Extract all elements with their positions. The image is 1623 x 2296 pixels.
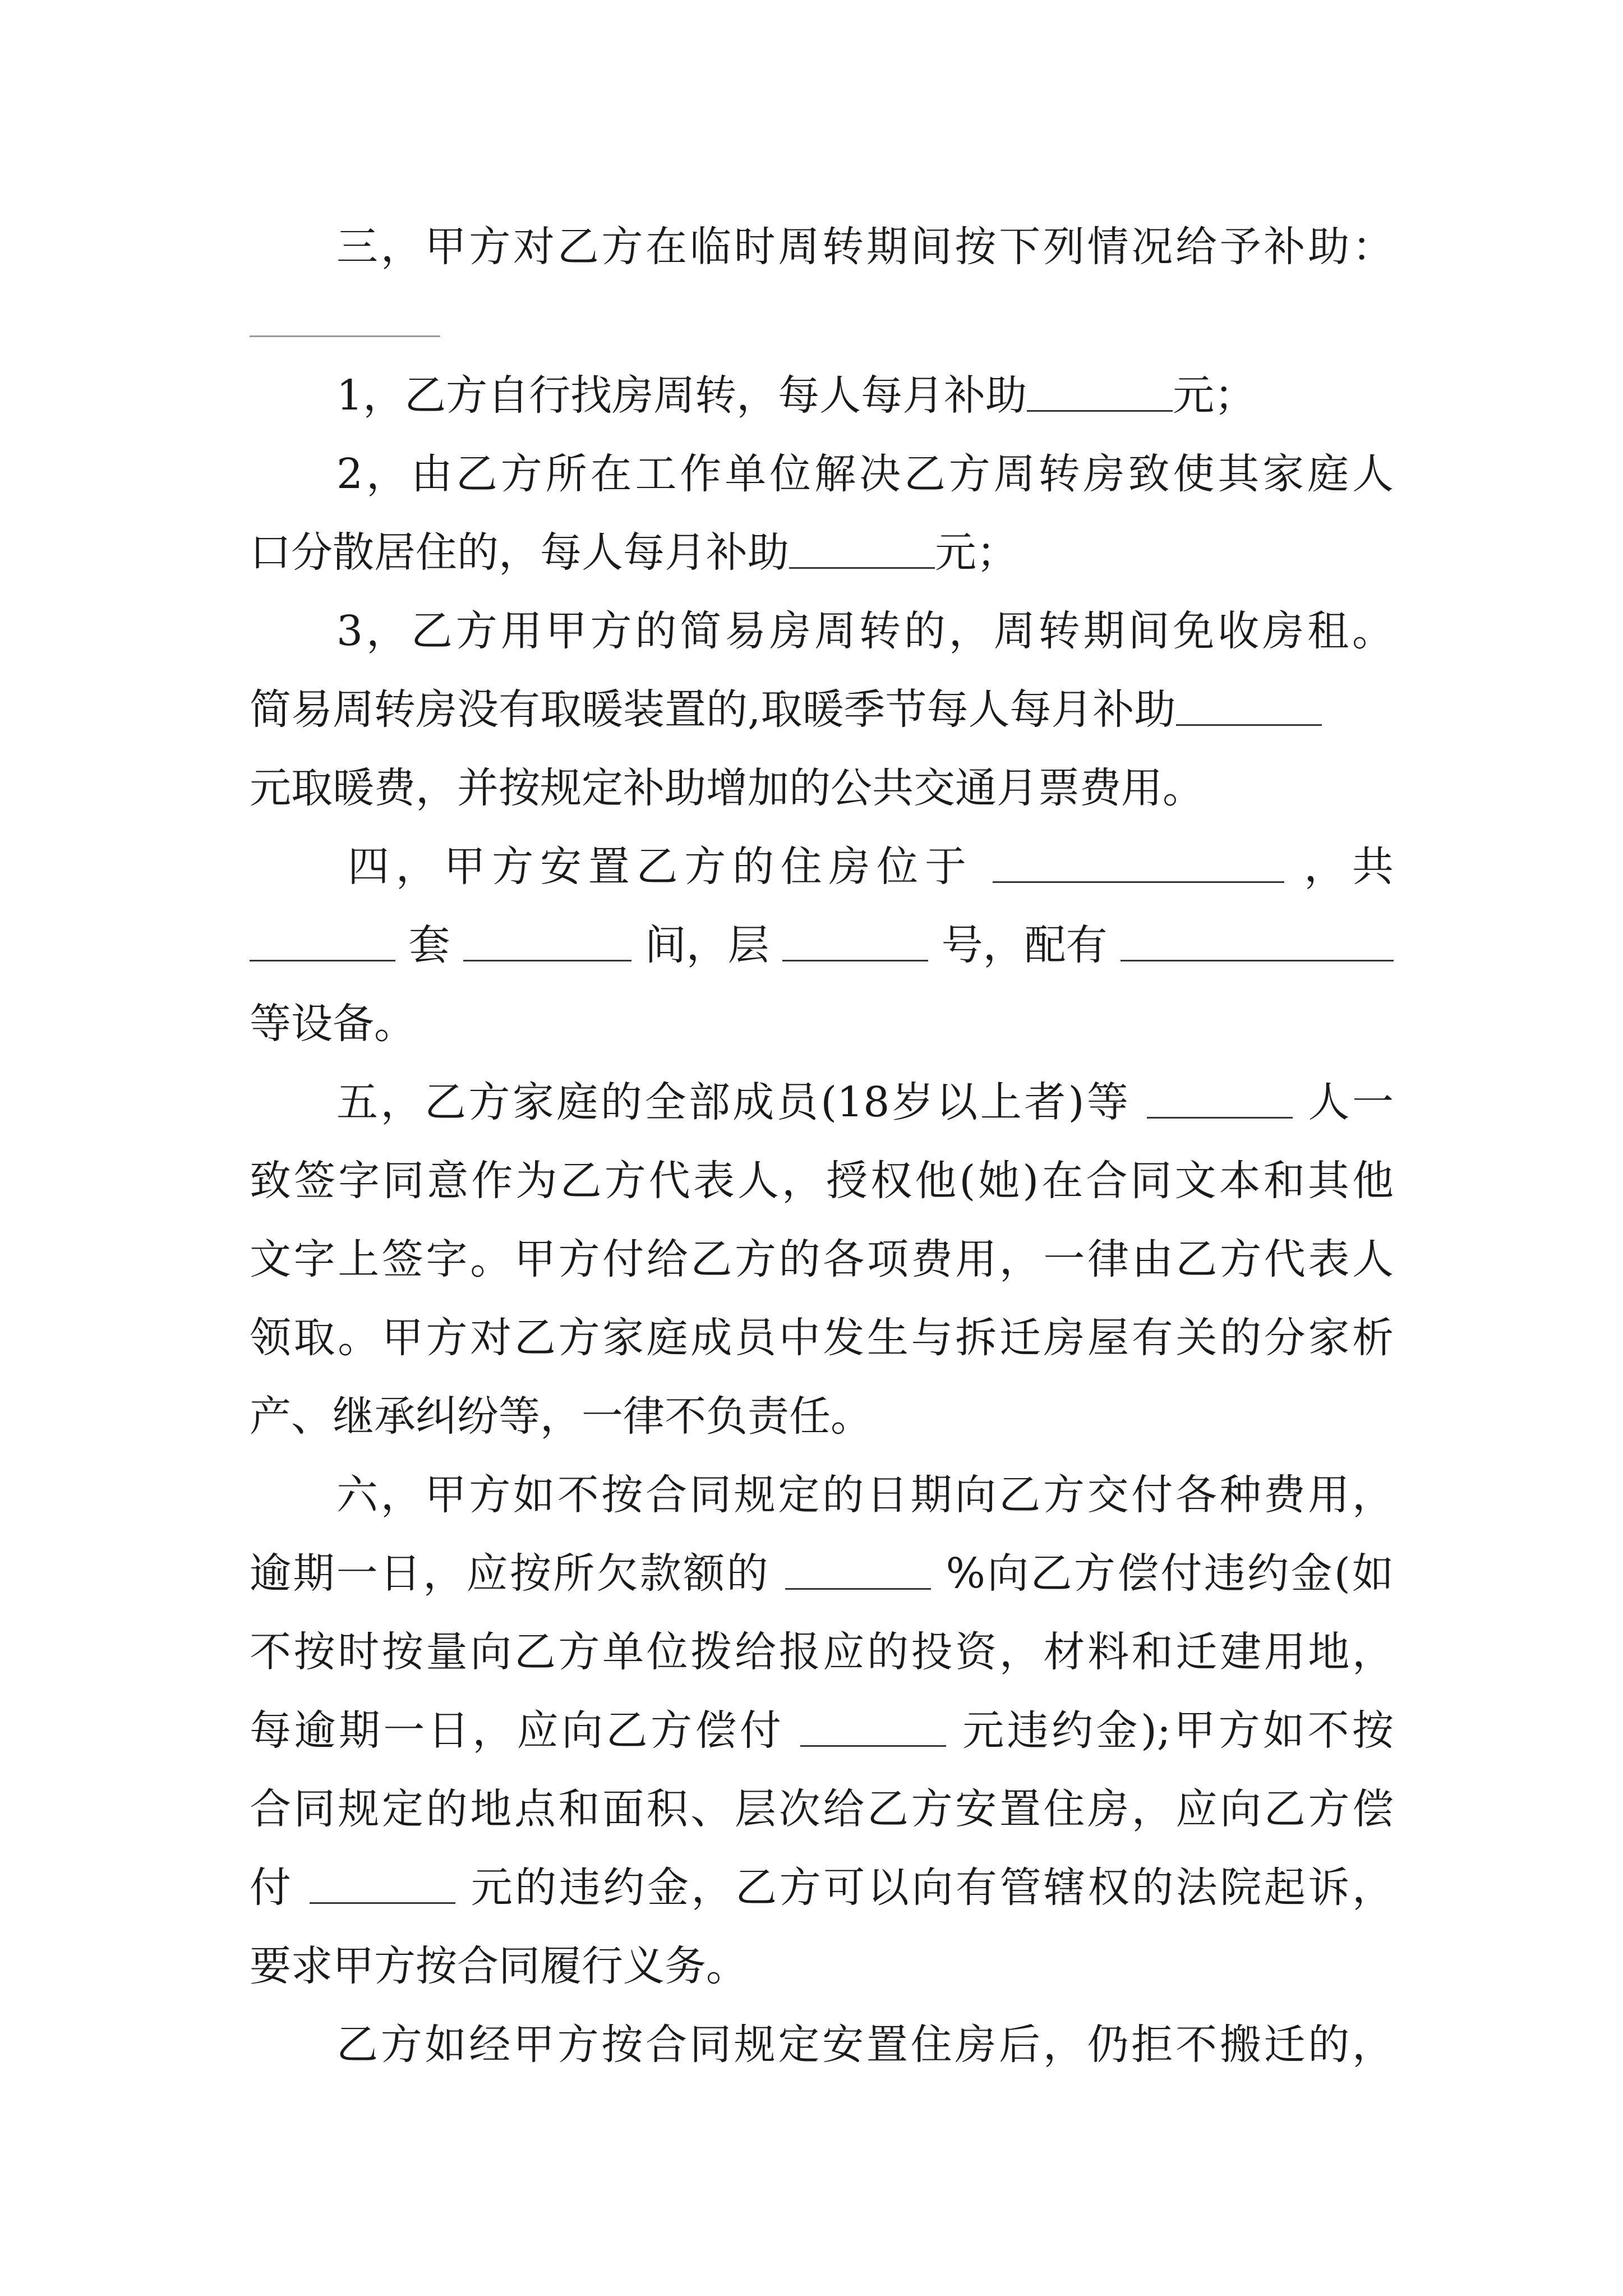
text-line	[336, 2003, 1394, 2087]
line-text: 逾期一日，应按所欠款额的	[250, 1549, 770, 1598]
line-text: 领取。甲方对乙方家庭成员中发生与拆迁房屋有关的分家析	[250, 1314, 1394, 1362]
text-line	[250, 510, 1394, 595]
text-line	[250, 1767, 1394, 1851]
line-text: 四，甲方安置乙方的住房位于	[348, 843, 973, 891]
text-line	[336, 353, 1394, 438]
fill-blank	[1147, 1079, 1293, 1119]
line-text: 元的违约金，乙方可以向有管辖权的法院起诉，	[471, 1864, 1394, 1912]
text-line	[250, 1296, 1394, 1380]
line-text: 元取暖费，并按规定补助增加的公共交通月票费用。	[250, 764, 1204, 812]
fill-blank	[789, 530, 935, 569]
line-text: 不按时按量向乙方单位拨给报应的投资，材料和迁建用地，	[250, 1628, 1394, 1676]
text-line	[336, 205, 1394, 289]
line-text: 要求甲方按合同履行义务。	[250, 1942, 748, 1990]
fill-blank	[993, 844, 1284, 883]
fill-blank	[800, 1708, 946, 1747]
line-text: 间，层	[644, 921, 769, 969]
text-line	[250, 1846, 1394, 1930]
line-text: 产、继承纠纷等，一律不负责任。	[250, 1392, 872, 1441]
line-text: 五，乙方家庭的全部成员(18岁以上者)等	[336, 1078, 1131, 1126]
text-line	[336, 1453, 1394, 1537]
line-text: 人一	[1308, 1078, 1394, 1126]
text-line	[336, 432, 1394, 516]
line-text: 元；	[935, 528, 1018, 577]
separator-rule	[250, 335, 440, 337]
fill-blank	[1176, 687, 1322, 726]
line-text: 号，配有	[941, 921, 1108, 969]
line-text: 元违约金);甲方如不按	[962, 1706, 1394, 1755]
line-text: 乙方如经甲方按合同规定安置住房后，仍拒不搬迁的，	[336, 2021, 1394, 2069]
fill-blank	[250, 922, 395, 961]
text-line	[250, 1688, 1394, 1773]
line-text: 文字上签字。甲方付给乙方的各项费用，一律由乙方代表人	[250, 1235, 1394, 1283]
text-line	[250, 1924, 1394, 2008]
line-text: 简易周转房没有取暖装置的,取暖季节每人每月补助	[250, 685, 1176, 734]
text-line	[250, 746, 1394, 830]
text-line	[250, 982, 1394, 1066]
text-line	[250, 1374, 1394, 1458]
text-line	[336, 1060, 1394, 1144]
text-line	[250, 1217, 1394, 1301]
line-text: 元；	[1173, 371, 1256, 420]
line-text: %向乙方偿付违约金(如	[946, 1549, 1394, 1598]
line-text: 每逾期一日，应向乙方偿付	[250, 1706, 785, 1755]
fill-blank	[1121, 922, 1394, 961]
line-text: 3，乙方用甲方的简易房周转的，周转期间免收房租。	[336, 607, 1394, 655]
line-text: 六，甲方如不按合同规定的日期向乙方交付各种费用，	[336, 1471, 1394, 1519]
fill-blank	[1027, 372, 1173, 412]
line-text: 三，甲方对乙方在临时周转期间按下列情况给予补助：	[336, 223, 1394, 271]
fill-blank	[463, 922, 631, 961]
text-line	[250, 1531, 1394, 1616]
text-line	[250, 903, 1394, 987]
line-text: 等设备。	[250, 1000, 416, 1048]
fill-blank	[785, 1550, 931, 1590]
line-text: 2，由乙方所在工作单位解决乙方周转房致使其家庭人	[336, 450, 1394, 498]
text-line	[250, 1139, 1394, 1223]
line-text: 合同规定的地点和面积、层次给乙方安置住房，应向乙方偿	[250, 1785, 1394, 1833]
text-line	[250, 668, 1394, 752]
line-text: 付	[250, 1864, 294, 1912]
line-text: 口分散居住的，每人每月补助	[250, 528, 789, 577]
line-text: 套	[408, 921, 450, 969]
text-line	[348, 825, 1394, 909]
fill-blank	[782, 922, 928, 961]
line-text: 1，乙方自行找房周转，每人每月补助	[336, 371, 1027, 420]
line-text: ，共	[1304, 843, 1394, 891]
text-line	[250, 1610, 1394, 1694]
line-text: 致签字同意作为乙方代表人，授权他(她)在合同文本和其他	[250, 1157, 1394, 1205]
text-line	[336, 589, 1394, 673]
fill-blank	[310, 1865, 455, 1904]
